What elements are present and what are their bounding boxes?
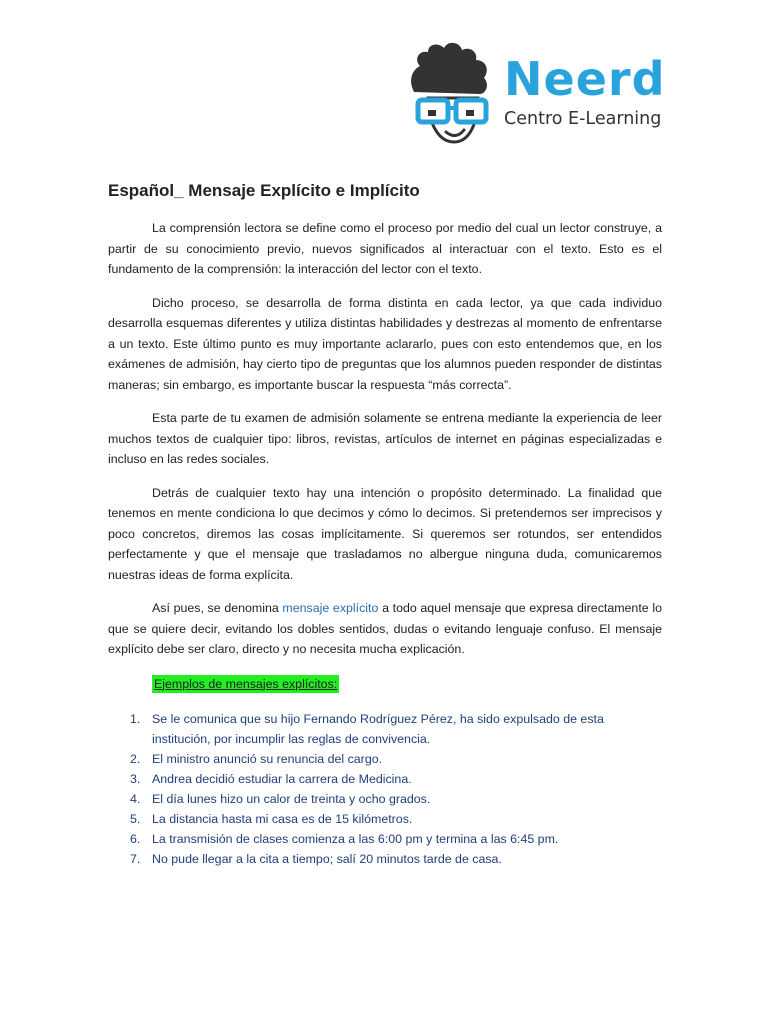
document-title: Español_ Mensaje Explícito e Implícito bbox=[108, 181, 420, 200]
neerd-logo bbox=[404, 40, 674, 150]
examples-list bbox=[108, 709, 662, 869]
examples-heading: Ejemplos de mensajes explícitos: bbox=[154, 676, 338, 691]
list-item bbox=[108, 709, 662, 749]
paragraph-2: Dicho proceso, se desarrolla de forma distinta en cada lector, ya que cada individuo desarrolla esquemas diferentes y utiliza distintas habilidades y destrezas al momento de enfrentarse a un texto. Este último punto es muy importante aclararlo, pues con esto entendemos que, en los exámenes de admisión, hay cierto tipo de preguntas que los alumnos pueden responder de distintas maneras; sin embargo, es importante buscar la respuesta “más correcta”. bbox=[108, 295, 662, 392]
list-item bbox=[108, 749, 662, 769]
list-item-text: Andrea decidió estudiar la carrera de Medicina. bbox=[152, 771, 412, 786]
paragraph-5 bbox=[108, 598, 662, 660]
brand-subtitle: Centro E-Learning bbox=[504, 109, 662, 129]
paragraph-1-emphasis: la interacción del lector con el texto. bbox=[285, 262, 483, 276]
list-item-number: 4. bbox=[130, 791, 141, 806]
nerd-mascot-icon bbox=[404, 40, 496, 150]
paragraph-4-text-b: . Si queremos ser rotundos, ser entendidos perfectamente y que el mensaje que trasladamos no albergue ninguna duda, comunicaremos nuestras ideas de forma bbox=[108, 526, 662, 582]
list-item-number: 3. bbox=[130, 771, 141, 786]
paragraph-4-text-a: Detrás de cualquier texto hay una intención o propósito determinado. La finalidad que tenemos en mente condiciona lo que decimos y cómo lo decimos. Si pretendemos ser imprecisos y poco concretos, diremos las cosas bbox=[108, 485, 662, 541]
paragraph-4-implicit-term: implícitamente bbox=[321, 526, 402, 541]
brand-name: Neerd bbox=[504, 52, 666, 106]
paragraph-5-text-c: lo que se quiere decir, evitando los dobles sentidos, dudas o evitando lenguaje confuso. El mensaje explícito debe ser claro, directo y no necesita mucha explicación. bbox=[108, 601, 662, 656]
list-item bbox=[108, 829, 662, 849]
list-item-text: No pude llegar a la cita a tiempo; salí 20 minutos tarde de casa. bbox=[152, 851, 502, 866]
list-item-number: 7. bbox=[130, 851, 141, 866]
list-item-number: 6. bbox=[130, 831, 141, 846]
list-item bbox=[108, 809, 662, 829]
list-item-text: El ministro anunció su renuncia del cargo. bbox=[152, 751, 383, 766]
list-item bbox=[108, 769, 662, 789]
list-item-text: Se le comunica que su hijo Fernando Rodríguez Pérez, ha sido expulsado de esta institución, por incumplir las reglas de convivencia. bbox=[152, 711, 604, 746]
paragraph-5-text-b: a todo aquel mensaje que expresa bbox=[378, 601, 578, 615]
list-item-text: El día lunes hizo un calor de treinta y ocho grados. bbox=[152, 791, 431, 806]
list-item bbox=[108, 789, 662, 809]
paragraph-1 bbox=[108, 218, 662, 280]
paragraph-5-text-a: Así pues, se denomina bbox=[152, 601, 283, 615]
list-item-text: La transmisión de clases comienza a las 6:00 pm y termina a las 6:45 pm. bbox=[152, 831, 559, 846]
paragraph-4-text-c: . bbox=[289, 567, 294, 582]
paragraph-4-explicit-term: explícita bbox=[244, 567, 290, 582]
list-item-text: La distancia hasta mi casa es de 15 kilómetros. bbox=[152, 811, 413, 826]
list-item-number: 1. bbox=[130, 711, 141, 726]
document-body bbox=[108, 178, 662, 869]
paragraph-3: Esta parte de tu examen de admisión solamente se entrena mediante la experiencia de leer muchos textos de cualquier tipo: libros, revistas, artículos de internet en páginas especializadas e incluso en las redes sociales. bbox=[108, 411, 662, 466]
paragraph-4 bbox=[108, 483, 662, 586]
explicit-message-term: mensaje explícito bbox=[282, 601, 379, 615]
directly-term: directamente bbox=[577, 601, 649, 615]
list-item-number: 5. bbox=[130, 811, 141, 826]
list-item-number: 2. bbox=[130, 751, 141, 766]
paragraph-1-text: La comprensión lectora se define como el proceso por medio del cual un lector construye, a partir de su conocimiento previo, nuevos significados al interactuar con el texto. Esto es el fundamento de la comprensión: bbox=[108, 221, 662, 276]
list-item bbox=[108, 849, 662, 869]
